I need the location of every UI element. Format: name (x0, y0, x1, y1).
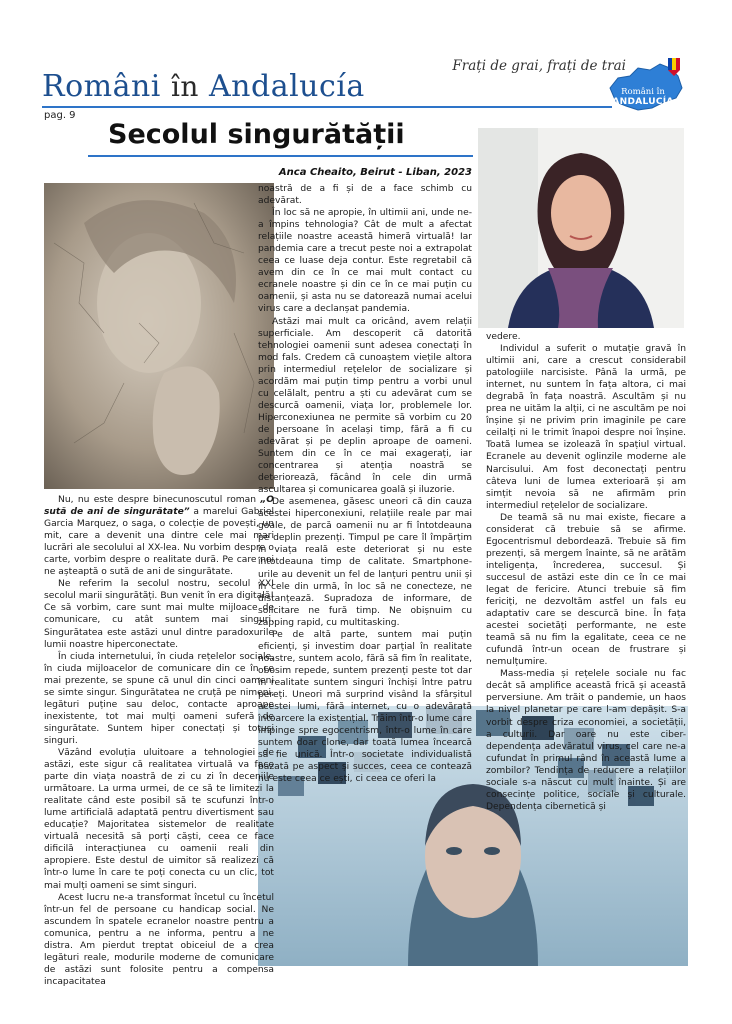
paragraph: De teamă să nu mai existe, fiecare a considerat că trebuie să se afirme. Egocentrismul debordează. Trebuie să fim prezenți, să mergem înainte, să ne arătăm inteligența, încrederea, succesul. Și succesul de astăzi este din ce în ce mai legat de fericire. Atunci trebuie să fim fericiți, ne dezvoltăm astfel un fals eu adaptativ care se descurcă bine. În fața acestei societăți performante, ne este teamă să nu fim la egalitate, ceea ce ne cufundă într-un ocean de frustrare și nemulțumire. (486, 512, 686, 668)
logo-text-top: Români în (621, 87, 665, 97)
article-column-2 (258, 183, 472, 785)
paragraph: vedere. (486, 332, 521, 342)
paragraph-text: Nu, nu este despre binecunoscutul roman (58, 495, 261, 505)
paragraph: Astăzi mai mult ca oricând, avem relații superficiale. Am descoperit că datorită tehnologiei oamenii sunt adesea conectați în mod fals. Credem că cunoaștem viețile altora prin intermediul rețelelor de socializare și acordăm mai puțin timp pentru a vorbi unul cu celălalt, pentru a ști cu adevărat cum se descurcă oamenii, viața lor, problemele lor. Hiperconexiunea ne permite să vorbim cu 20 de persoane în același timp, fără a fi cu adevărat și pe deplin aproape de oameni. Suntem din ce în ce mai exagerați, iar concentrarea și atenția noastră se deteriorează, făcând în cele din urmă ascultarea și comunicarea goală și iluzorie. (258, 316, 472, 496)
paragraph: În loc să ne apropie, în ultimii ani, unde ne-a împins tehnologia? Cât de mult a afectat relațiile noastre această himeră virtuală! Iar pandemia care a trecut peste noi a extrapolat ceea ce luase deja contur. Este regretabil că avem din ce în ce mai mult contact cu ecranele noastre și din ce în ce mai puțin cu oamenii, și asta nu se datorează numai acelui virus care a declanșat pandemia. (258, 208, 472, 315)
logo-text-bottom: ANDALUCÍA (612, 97, 674, 107)
header-divider (42, 106, 612, 108)
masthead-word-1: Români (42, 69, 161, 104)
masthead (42, 70, 365, 104)
paragraph (44, 494, 274, 578)
paragraph: De asemenea, găsesc uneori că din cauza acestei hiperconexiuni, relațiile reale par mai goale, de parcă oamenii nu ar fi întotdeauna pe deplin prezenți. Timpul pe care îl împărțim în viața reală este deteriorat și nu este întotdeauna timp de calitate. Smartphone-urile au devenit un fel de lanțuri pentru unii și în cele din urmă, în loc să ne conecteze, ne distanțează. Supradoza de informare, de solicitare ne fură timp. Ne obișnuim cu zapping rapid, cu multitasking. (258, 497, 472, 628)
article-column-1 (44, 494, 274, 988)
masthead-word-3: Andalucía (209, 69, 365, 104)
page-number: pag. 9 (44, 110, 76, 121)
paragraph: Ne referim la secolul nostru, secolul XXI secolul marii singurătăți. Bun venit în era digitală! Ce să vorbim, care sunt mai multe mijloace de comunicare, cu atât suntem mai singuri. Singurătatea este astăzi unul dintre paradoxurile lumii noastre hiperconectate. (44, 579, 274, 650)
paragraph: Văzând evoluția uluitoare a tehnologiei de astăzi, este sigur că realitatea virtuală va face parte din viața noastră de zi cu zi în deceniile următoare. La urma urmei, de ce să te limitezi la realitate când este posibil să te scufunzi într-o lume artificială adaptată pentru divertisment sau educație? Majoritatea sistemelor de realitate virtuală necesită să porți căști, ceea ce face dificilă interacțiunea cu oamenii reali din apropiere. Este destul de uimitor să realizezi că într-o lume în care te poți conecta cu un clic, tot mai mulți oameni se simt singuri. (44, 747, 274, 891)
paragraph: Mass-media și rețelele sociale nu fac decât să amplifice această frică și această perversiune. Am trăit o pandemie, un haos la nivel planetar pe care l-am depășit. S-a vorbit despre criza economiei, a societății, a culturii. Dar oare nu este ciber- dependența adevăratul virus, cel care ne-a cufundat în primul rând în această lume a zombilor? Tendința de reducere a relațiilor sociale s-a născut cu mult înainte. Și are consecințe politice, sociale și culturale. Dependența cibernetică și (486, 669, 686, 812)
title-underline (88, 155, 473, 157)
paragraph-text: a marelui Gabriel Garcia Marquez, o saga, o colecție de povești, un mit, care a devenit una dintre cele mai mari lucrări ale secolului al XX-lea. Nu vorbim despre o carte, vorbim despre o realitate durã. Pe care noi ne așteaptă o sută de ani de singurătate. (44, 507, 274, 578)
article-column-3 (486, 331, 686, 813)
article-title: Secolul singurătății (108, 119, 405, 150)
book-title-reference: „O sută de ani de singurătate” (44, 495, 274, 518)
tagline: Frați de grai, frați de trai (452, 58, 626, 74)
paragraph: Individul a suferit o mutație gravă în ultimii ani, care a crescut considerabil patologiile narcisiste. Până la urmă, pe internet, nu suntem în fața altora, ci mai degrabă în fața noastră. Ascultăm și nu prea ne uităm la alții, ci ne ascultăm pe noi înșine și ne privim prin imaginile pe care ceilalți ni le trimit înapoi despre noi înșine. Toată lumea se izolează în spațiul virtual. Ecranele au devenit oglinzile moderne ale Narcisului. Am fost deconectați pentru câteva luni de lumea exterioară și am simțit nevoia să ne afirmăm prin intermediul rețelelor de socializare. (486, 344, 686, 511)
paragraph: Acest lucru ne-a transformat încetul cu încetul într-un fel de persoane cu handicap social. Ne ascundem în spatele ecranelor noastre pentru a comunica, pentru a ne informa, pentru a ne distra. Am pierdut treptat obiceiul de a crea legături reale, modurile moderne de comunicare de astăzi sunt folosite pentru a compensa incapacitatea (44, 892, 274, 987)
paragraph: noastră de a fi și de a face schimb cu adevărat. (258, 184, 472, 207)
paragraph: Pe de altă parte, suntem mai puțin eficienți, și investim doar parțial în realitate noastre, suntem acolo, fără să fim în realitate, obosim repede, suntem prezenți peste tot dar în realitate suntem singuri închiși între patru pereți. Uneori mă surprind visând la sfârșitul acestei lumi, fără internet, cu o adevărată întoarcere la existențial. Trăim într-o lume care împinge spre egocentrism, într-o lume în care suntem doar clone, dar toată lumea încearcă să fie unică. Într-o societate individualistă bazată pe aspect și succes, ceea ce contează nu este ceea ce ești, ci ceea ce oferi la (258, 629, 472, 785)
masthead-word-2: în (170, 70, 199, 103)
statue-image (44, 183, 274, 489)
paragraph: În ciuda internetului, în ciuda rețelelor sociale, în ciuda mijloacelor de comunicare din ce în ce mai prezente, se spune că unul din cinci oameni se simte singur. Singurătatea ne cruță pe nimeni, legături puține sau deloc, contacte aproape inexistente, tot mai mulți oameni suferă de singurătate. Suntem hiper conectați și totuși singuri. (44, 651, 274, 746)
author-portrait-image (478, 128, 684, 328)
article-byline: Anca Cheaito, Beirut - Liban, 2023 (278, 167, 472, 178)
